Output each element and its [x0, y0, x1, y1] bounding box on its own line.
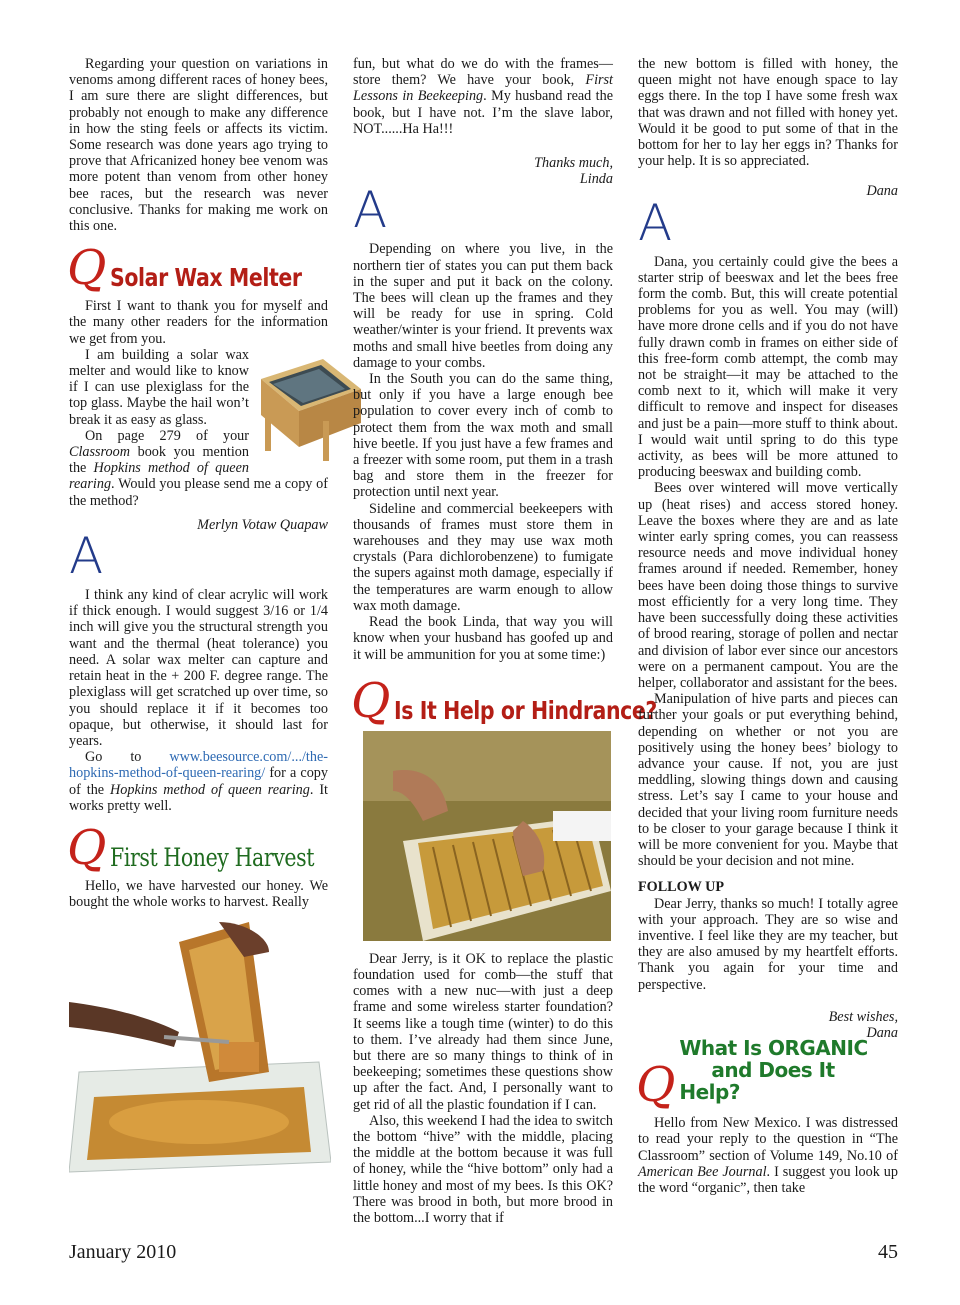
question-paragraph: Dear Jerry, is it OK to replace the plastic foundation used for comb—the stuff that comes with a new nuc—with just a deep frame and some wireless starter foundation? It seems like a tough time (winter) to do this to them. I’ve already had them since June, but there are so many things to think of in beekeeping; sometimes these questions show up after the fact. And, I personally want to get rid of all the plastic foundation if I can. — [353, 950, 613, 1113]
question-header-organic — [636, 1036, 898, 1114]
question-header-solar-wax-melter — [67, 240, 328, 297]
answer-paragraph: Dana, you certainly could give the bees a starter strip of beeswax and let the bees free form the comb. But, this will create potential problems for you as well. You may (will) have more drone cells and if you do not have fully drawn comb in frames on either side of this free-form comb attempt, the comb may not be straight—it may be attached to the comb next to it, which will make it very difficult to remove and inspect for diseases and just be a pain—more stuff to think about. I would wait until spring to do this type activity, as bees will be more attuned to producing beeswax and building comb. — [638, 253, 898, 481]
question-paragraph: Also, this weekend I had the idea to switch the bottom “hive” with the middle, placing the middle at the bottom because it was full of honey, while the “hive bottom” only had a little honey and most of my bees. Is this OK? There was brood in both, but more brood in the bottom...I worry that if — [353, 1112, 613, 1226]
answer-paragraph: In the South you can do the same thing, but only if you have a large enough bee population to cover every inch of comb to protect them from the wax moth and small hive beetle. If you just have a few frames and a freezer with some room, put them in a trash bag and store them in the freezer for protection until next year. — [353, 371, 613, 501]
column-2 — [351, 56, 658, 1226]
question-mark-q: Q — [351, 672, 391, 729]
question-header-first-honey-harvest — [67, 819, 328, 876]
signature-name: Linda — [579, 171, 613, 188]
question-mark-q: Q — [67, 240, 107, 297]
hive-frames-photo — [363, 731, 611, 941]
answer-paragraph: Read the book Linda, that way you will know when your husband has goofed up and it will be ammunition for you at some time:) — [353, 614, 613, 663]
answer-paragraph: Regarding your question on variations in venoms among different races of honey bees, I am sure there are slight differences, but probably not enough to make any difference in how the sting feels or affects its victim. Some research was done years ago trying to prove that Africanized honey bee venom was more potent than venom from other honey bee races, but the research was never conclusive. Thanks for making me work on this one. — [69, 56, 328, 235]
answer-paragraph: Go to www.beesource.com/.../the-hopkins-method-of-queen-rearing/ for a copy of the Hopkins method of queen rearing. It works pretty well. — [69, 749, 329, 814]
question-paragraph: Hello from New Mexico. I was distressed to read your reply to the question in “The Classroom” section of Volume 149, No.10 of American Bee Journal. I suggest you look up the word “organic”, then take — [638, 1115, 898, 1196]
column-3 — [638, 56, 898, 1196]
beesource-link[interactable]: www.beesource.com/.../the-hopkins-method-of-queen-rearing/ — [69, 749, 328, 782]
question-title: Solar Wax Melter — [110, 263, 302, 293]
column-1 — [69, 56, 328, 1192]
signature-line: Best wishes, — [828, 1008, 898, 1025]
question-title: Is It Help or Hindrance? — [394, 695, 658, 725]
follow-up-heading: FOLLOW UP — [638, 879, 725, 896]
question-paragraph: On page 279 of your Classroom book you mention the Hopkins method of queen rearing. Would you please send me a copy of the method? — [69, 427, 328, 509]
footer-date: January 2010 — [69, 1241, 177, 1263]
signature-name: Dana — [866, 1024, 898, 1041]
question-header-help-or-hindrance — [351, 672, 658, 729]
question-title: What Is ORGANIC and Does It Help? — [679, 1036, 868, 1105]
question-mark-q: Q — [67, 819, 107, 876]
answer-paragraph: Sideline and commercial beekeepers with thousands of frames must store them in warehouses and they may use wax moth crystals (Para dichlorobenzene) to fumigate the supers against moth damage, especially if the temperatures are warm enough to allow wax moth damage. — [353, 500, 613, 614]
question-paragraph: I am building a solar wax melter and would like to know if I can use plexiglass for the top glass. Maybe the hail won’t break it as easy as glass. — [69, 346, 249, 428]
solar-wax-melter-photo — [253, 349, 363, 467]
follow-up-paragraph: Dear Jerry, thanks so much! I totally agree with your approach. They are so wise and inventive. I feel like they are my teacher, but they are also amused by my heartfelt efforts. Thank you again for your time and perspective. — [638, 895, 898, 993]
question-paragraph: fun, but what do we do with the frames—store them? We have your book, First Lessons in Beekeeping. My husband read the book, but I have not. I’m the slave labor, NOT......Ha Ha!!! — [353, 56, 613, 137]
signature: Merlyn Votaw Quapaw — [197, 516, 328, 533]
answer-paragraph: Depending on where you live, in the northern tier of states you can put them back in the super and put it back on the colony. The bees will clean up the frames and they will be ready for use in spring. Cold weather/winter is your friend. It prevents wax moths and small hive beetles from doing any damage to your combs. — [353, 241, 613, 371]
answer-paragraph: I think any kind of clear acrylic will work if thick enough. I would suggest 3/16 or 1/4 inch will give you the structural strength you want and the thermal (heat tolerance) you need. A solar wax melter can capture and retain heat in the + 200 F. degree range. The plexiglass will get scratched up over time, so you should replace it if it becomes too opaque, but otherwise, it should last for years. — [69, 587, 328, 749]
question-title: First Honey Harvest — [110, 842, 315, 872]
question-paragraph: Hello, we have harvested our honey. We bought the whole works to harvest. Really — [69, 877, 328, 911]
answer-mark-a: A — [638, 193, 673, 252]
signature-line: Thanks much, — [534, 155, 613, 172]
signature: Dana — [866, 183, 898, 200]
question-paragraph: First I want to thank you for myself and the many other readers for the information we get from you. — [69, 298, 328, 347]
answer-paragraph: Manipulation of hive parts and pieces can further your goals or put everything behind, depending on whether or not you are positively using the honey bees’ biology to advance your cause. If not, you are just meddling, slowing things down and causing stress. Let’s say I came to your house and decided that your living room furniture needs to be closer to your garage because I think it will be more convenient for you. Maybe that should be your decision and not mine. — [638, 691, 898, 870]
answer-mark-a: A — [69, 527, 104, 586]
answer-mark-a: A — [353, 181, 388, 240]
answer-paragraph: Bees over wintered will move vertically up (heat rises) and access stored honey. Leave the boxes where they are and as late winter early spring comes, you can reassess resource needs and move individual honey frames around if needed. Remember, honey bees have been doing those things to survive most efficiently for a very long time. They have been successfully doing these activities of brood rearing, storage of pollen and nectar and division of labor ever since our ancestors were on a permanent campout. You are the helper, collaborator and assistant for the bees. — [638, 480, 898, 691]
honey-harvest-photo — [69, 922, 331, 1192]
page-number: 45 — [878, 1241, 898, 1263]
question-mark-q: Q — [636, 1057, 676, 1114]
question-paragraph: the new bottom is filled with honey, the queen might not have enough space to lay eggs there. In the top I have some fresh wax that was drawn and not filled with honey yet. Would it be good to put some of that in the bottom for her to lay her eggs in? Thanks for your help. It is so appreciated. — [638, 56, 898, 170]
